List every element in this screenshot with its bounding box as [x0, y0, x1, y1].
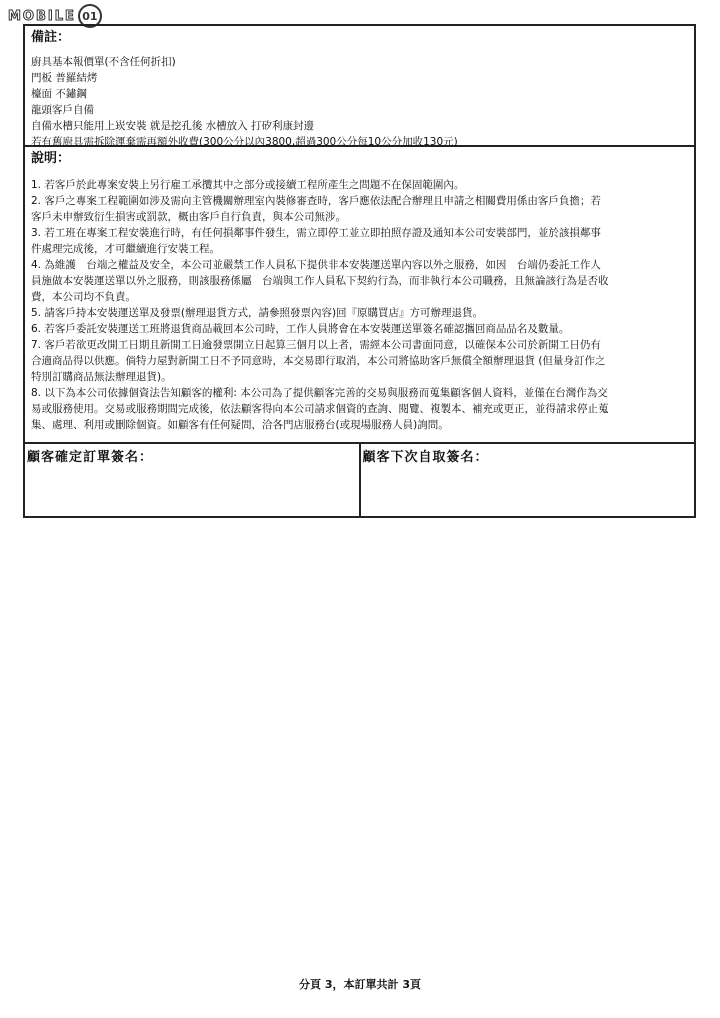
remark-line: 若有舊廚具需拆除運棄需再額外收費(300公分以內3800,超過300公分每10公分加收130元) — [31, 136, 458, 148]
remarks-title: 備註： — [31, 30, 71, 45]
note-item: 3. 若工班在專案工程安裝進行時，有任何損鄰事件發生，需立即停工並立即拍照存證及通知本公司安裝部門，並於該損鄰事 件處理完成後，才可繼續進行安裝工程。 — [31, 227, 601, 255]
remarks-section — [25, 26, 694, 147]
confirm-signature-field[interactable] — [25, 444, 359, 516]
logo-text: MOBILE — [8, 8, 76, 24]
notes-list — [31, 177, 688, 433]
notes-title: 說明： — [31, 151, 71, 166]
confirm-signature-label: 顧客確定訂單簽名： — [27, 450, 154, 465]
note-item: 4. 為維護 台端之權益及安全，本公司並嚴禁工作人員私下提供非本安裝運送單內容以外之服務，如因 台端仍委託工作人 員施做本安裝運送單以外之服務，則該服務係屬 台端與工作人員私下契約行為，而非執行本公司職務，且無論該行為是否收 費，本公司均不負責。 — [31, 259, 609, 303]
signature-row — [25, 444, 694, 516]
remark-line: 檯面 不鏽鋼 — [31, 88, 87, 100]
remark-line: 自備水槽只能用上崁安裝 就是挖孔後 水槽放入 打矽利康封邊 — [31, 120, 315, 132]
note-item: 8. 以下為本公司依據個資法告知顧客的權利: 本公司為了提供顧客完善的交易與服務而蒐集顧客個人資料，並僅在台灣作為交 易或服務使用。交易或服務期間完成後，依法顧客得向本公司請求個資的查詢、閱覽、複製本、補充或更正，並得請求停止蒐 集、處理、利用或刪除個資。如顧客有任何疑問，洽各門店服務台(或現場服務人員)詢問。 — [31, 387, 609, 431]
note-item: 6. 若客戶委託安裝運送工班將退貨商品載回本公司時，工作人員將會在本安裝運送單簽名確認攜回商品品名及數量。 — [31, 323, 570, 335]
pickup-signature-label: 顧客下次自取簽名： — [362, 450, 489, 465]
order-sheet — [23, 24, 696, 518]
note-item: 5. 請客戶持本安裝運送單及發票(辦理退貨方式，請參照發票內容)回『原購買店』方可辦理退貨。 — [31, 307, 484, 319]
note-item: 1. 若客戶於此專案安裝上另行雇工承攬其中之部分或接續工程所產生之問題不在保固範圍內。 — [31, 179, 465, 191]
remark-line: 廚具基本報價單(不含任何折扣) — [31, 56, 176, 68]
note-item: 7. 客戶若欲更改開工日期且新開工日逾發票開立日起算三個月以上者，需經本公司書面同意，以確保本公司於新開工日仍有 合適商品得以供應。倘特力屋對新開工日不予同意時，本交易即行取消，本公司將協助客戶無償全額辦理退貨 (但量身訂作之 特別訂購商品無法辦理退貨)。 — [31, 339, 606, 383]
note-item: 2. 客戶之專案工程範圍如涉及需向主管機關辦理室內裝修審查時，客戶應依法配合辦理且申請之相關費用係由客戶負擔；若 客戶未申辦致衍生損害或罰款，概由客戶自行負責，與本公司無涉。 — [31, 195, 601, 223]
remark-line: 龍頭客戶自備 — [31, 104, 94, 116]
remarks-lines — [31, 54, 688, 150]
page-footer: 分頁 3，本訂單共計 3頁 — [299, 978, 421, 991]
pickup-signature-field[interactable] — [359, 444, 695, 516]
notes-section — [25, 147, 694, 444]
remark-line: 門板 普羅結烤 — [31, 72, 98, 84]
logo-badge-icon: 01 — [78, 4, 102, 28]
